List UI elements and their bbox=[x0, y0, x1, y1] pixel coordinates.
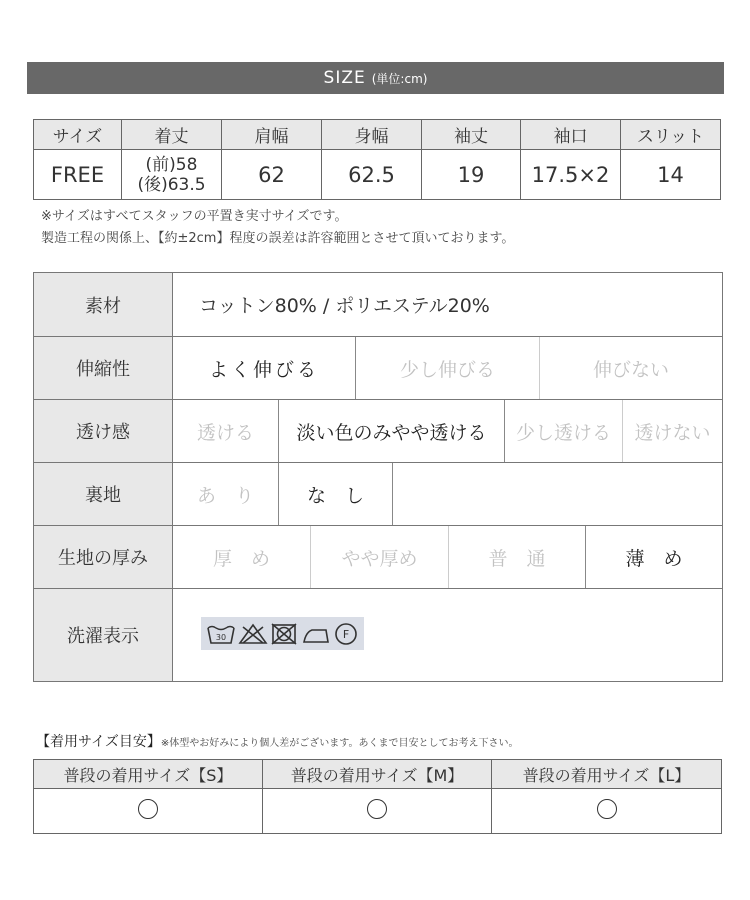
care-symbols bbox=[201, 617, 364, 650]
circle-mark bbox=[138, 799, 158, 819]
cell-width: 62.5 bbox=[322, 150, 422, 200]
cell-length bbox=[122, 150, 222, 200]
option-sheer-slight: 少し透ける bbox=[515, 421, 611, 444]
option-lining-no: な し bbox=[306, 484, 364, 507]
cell-length-back: (後)63.5 bbox=[137, 174, 206, 195]
table-row bbox=[34, 789, 722, 834]
fit-title bbox=[36, 731, 518, 751]
divider bbox=[392, 463, 393, 525]
label-care: 洗濯表示 bbox=[34, 589, 173, 681]
circle-mark bbox=[367, 799, 387, 819]
wash-30-icon bbox=[206, 622, 236, 646]
option-thickness-thick: 厚 め bbox=[212, 547, 270, 570]
column-header-size: サイズ bbox=[34, 120, 122, 150]
column-header-width: 身幅 bbox=[322, 120, 422, 150]
fit-table-header-row bbox=[34, 760, 722, 789]
fit-cell-m bbox=[263, 789, 492, 834]
column-header-cuff: 袖口 bbox=[521, 120, 621, 150]
option-thickness-slightly-thick: やや厚め bbox=[341, 547, 418, 570]
cell-length-front: (前)58 bbox=[145, 154, 198, 175]
divider bbox=[34, 588, 722, 589]
fit-note: ※体型やお好みにより個人差がございます。あくまで目安としてお考え下さい。 bbox=[160, 738, 519, 749]
dry-clean-letter: F bbox=[342, 627, 350, 641]
cell-sleeve-length: 19 bbox=[422, 150, 521, 200]
fit-title-text: 【着用サイズ目安】 bbox=[36, 734, 161, 750]
option-lining-yes: あ り bbox=[196, 484, 254, 507]
label-material: 素材 bbox=[34, 273, 173, 336]
circle-mark bbox=[597, 799, 617, 819]
option-sheer-yes: 透ける bbox=[196, 421, 254, 444]
option-stretch-high: よく伸びる bbox=[208, 358, 319, 381]
cell-slit: 14 bbox=[621, 150, 721, 200]
option-thickness-normal: 普 通 bbox=[488, 547, 546, 570]
label-stretch: 伸縮性 bbox=[34, 337, 173, 399]
iron-low-icon bbox=[301, 622, 331, 646]
column-header-shoulder: 肩幅 bbox=[222, 120, 322, 150]
fit-cell-l bbox=[492, 789, 722, 834]
no-bleach-icon bbox=[238, 622, 268, 646]
column-header-fit-m: 普段の着用サイズ【M】 bbox=[263, 760, 492, 789]
option-thickness-thin: 薄 め bbox=[625, 547, 683, 570]
column-header-fit-s: 普段の着用サイズ【S】 bbox=[34, 760, 263, 789]
option-sheer-none: 透けない bbox=[634, 421, 711, 444]
cell-cuff: 17.5×2 bbox=[521, 150, 621, 200]
size-unit: (単位:cm) bbox=[371, 71, 428, 86]
label-thickness: 生地の厚み bbox=[34, 526, 173, 588]
option-stretch-some: 少し伸びる bbox=[399, 358, 495, 381]
column-header-length: 着丈 bbox=[122, 120, 222, 150]
size-table bbox=[33, 119, 721, 200]
option-stretch-none: 伸びない bbox=[592, 358, 669, 381]
wash-temp-label: 30 bbox=[215, 632, 226, 642]
size-header bbox=[27, 62, 724, 94]
fit-cell-s bbox=[34, 789, 263, 834]
column-header-slit: スリット bbox=[621, 120, 721, 150]
spec-table bbox=[33, 272, 723, 682]
size-title: SIZE bbox=[323, 68, 366, 88]
option-sheer-light-colors: 淡い色のみやや透ける bbox=[296, 421, 487, 444]
column-header-fit-l: 普段の着用サイズ【L】 bbox=[492, 760, 722, 789]
note-line-1: ※サイズはすべてスタッフの平置き実寸サイズです。 bbox=[41, 209, 348, 224]
label-lining: 裏地 bbox=[34, 463, 173, 525]
no-tumble-dry-icon bbox=[269, 622, 299, 646]
table-row bbox=[34, 150, 721, 200]
fit-table bbox=[33, 759, 722, 834]
cell-size: FREE bbox=[34, 150, 122, 200]
material-value: コットン80% / ポリエステル20% bbox=[199, 295, 490, 317]
label-sheer: 透け感 bbox=[34, 400, 173, 462]
column-header-sleeve-length: 袖丈 bbox=[422, 120, 521, 150]
note-line-2: 製造工程の関係上、【約±2cm】程度の誤差は許容範囲とさせて頂いております。 bbox=[41, 231, 515, 246]
size-table-header-row bbox=[34, 120, 721, 150]
dry-clean-f-icon bbox=[333, 622, 359, 646]
cell-shoulder: 62 bbox=[222, 150, 322, 200]
